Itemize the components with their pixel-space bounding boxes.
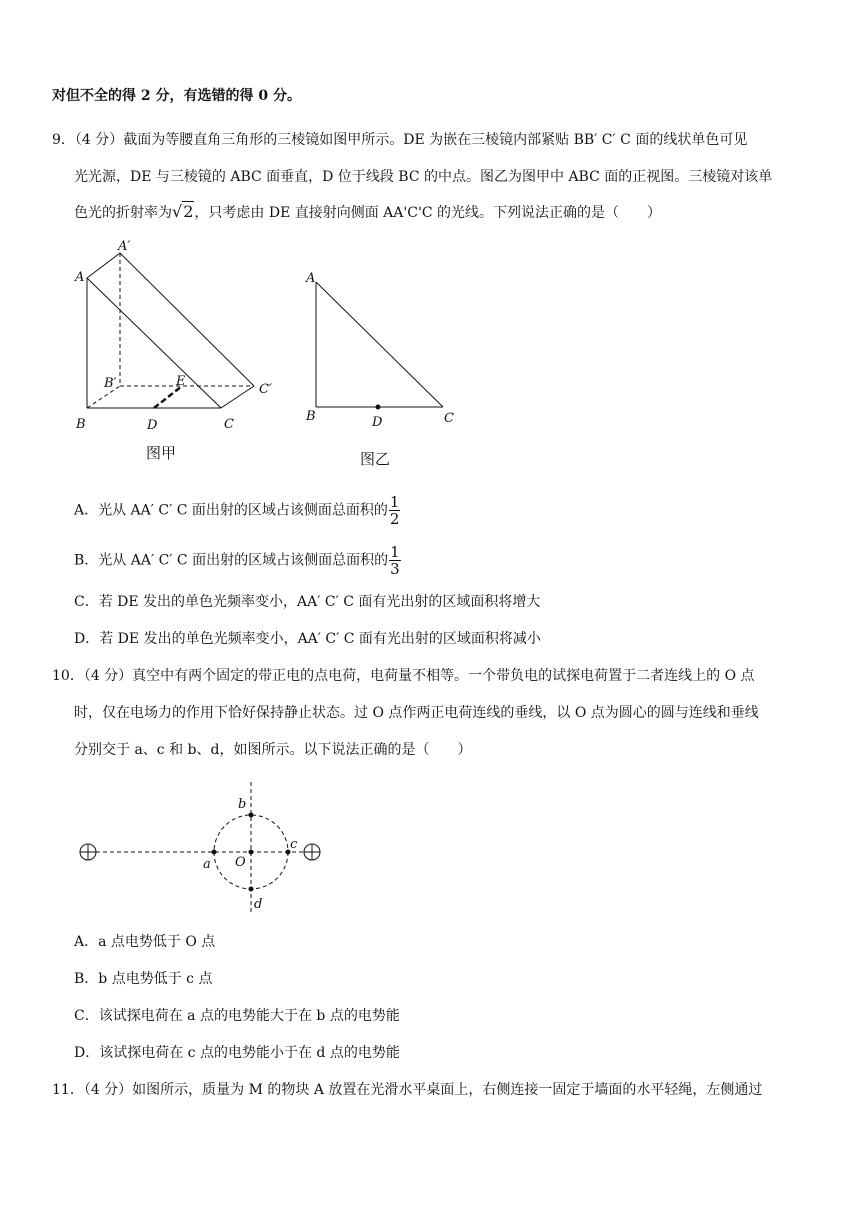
- q10-option-b[interactable]: B．b 点电势低于 c 点: [74, 971, 213, 987]
- label-A: A: [306, 271, 316, 286]
- label-C: C: [224, 417, 234, 432]
- scoring-note: 对但不全的得 2 分，有选错的得 0 分。: [52, 88, 301, 104]
- caption-jia: 图甲: [146, 444, 177, 462]
- label-B: B: [76, 417, 86, 432]
- q9-option-c[interactable]: C．若 DE 发出的单色光频率变小，AA′ C′ C 面有光出射的区域面积将增大: [74, 594, 541, 610]
- q9-stem-line3-pre: 色光的折射率为: [74, 205, 172, 221]
- q9-stem-line3: [74, 202, 661, 223]
- q10-stem-line3: 分别交于 a、c 和 b、d，如图所示。以下说法正确的是（ ）: [74, 742, 472, 758]
- figure-charges: [70, 776, 340, 916]
- q10-option-a[interactable]: A．a 点电势低于 O 点: [74, 934, 216, 950]
- point-b: [249, 813, 254, 818]
- q11-stem-line1: 11．（4 分）如图所示，质量为 M 的物块 A 放置在光滑水平桌面上，右侧连接一固定于墙面的水平轻绳，左侧通过: [52, 1082, 763, 1098]
- label-C: C: [444, 411, 454, 426]
- label-B: B: [306, 409, 316, 424]
- q9-option-a[interactable]: A．光从 AA′ C′ C 面出射的区域占该侧面总面积的 $\frac{1}{2}$: [74, 493, 400, 528]
- label-A: A: [75, 270, 85, 285]
- figure-yi: [300, 266, 470, 476]
- point-D: [376, 405, 381, 410]
- label-B-prime: B′: [104, 376, 117, 391]
- fraction: $\frac{1}{3}$: [390, 543, 400, 578]
- q9-stem-line2: 光光源，DE 与三棱镜的 ABC 面垂直，D 位于线段 BC 的中点。图乙为图甲中 ABC 面的正视图。三棱镜对该单: [74, 169, 773, 185]
- label-A-prime: A′: [118, 239, 131, 254]
- label-a: a: [203, 857, 211, 872]
- q10-stem-line1: 10．（4 分）真空中有两个固定的带正电的点电荷，电荷量不相等。一个带负电的试探电荷置于二者连线上的 O 点: [52, 668, 755, 684]
- label-b: b: [238, 797, 247, 812]
- label-D: D: [372, 415, 383, 430]
- figure-jia: [70, 236, 280, 466]
- label-O: O: [235, 855, 246, 870]
- q10-option-c[interactable]: C．该试探电荷在 a 点的电势能大于在 b 点的电势能: [74, 1008, 400, 1024]
- label-d: d: [254, 897, 263, 912]
- label-c: c: [290, 837, 298, 852]
- point-a: [212, 850, 217, 855]
- q9-option-b[interactable]: B．光从 AA′ C′ C 面出射的区域占该侧面总面积的 $\frac{1}{3}$: [74, 543, 400, 578]
- sqrt-2: √2: [172, 202, 194, 221]
- label-E: E: [176, 374, 186, 389]
- caption-yi: 图乙: [360, 450, 391, 468]
- q9-stem-line1: 9．（4 分）截面为等腰直角三角形的三棱镜如图甲所示。DE 为嵌在三棱镜内部紧贴 BB′ C′ C 面的线状单色可见: [52, 132, 748, 148]
- fraction: $\frac{1}{2}$: [389, 493, 400, 528]
- point-O: [249, 850, 254, 855]
- q10-stem-line2: 时，仅在电场力的作用下恰好保持静止状态。过 O 点作两正电荷连线的垂线，以 O 点为圆心的圆与连线和垂线: [74, 705, 759, 721]
- label-C-prime: C′: [259, 382, 272, 397]
- label-D: D: [147, 418, 158, 433]
- q10-option-d[interactable]: D．该试探电荷在 c 点的电势能小于在 d 点的电势能: [74, 1045, 400, 1061]
- q9-stem-line3-post: ，只考虑由 DE 直接射向侧面 AA'C'C 的光线。下列说法正确的是（ ）: [194, 205, 661, 221]
- point-d: [249, 887, 254, 892]
- q9-option-d[interactable]: D．若 DE 发出的单色光频率变小，AA′ C′ C 面有光出射的区域面积将减小: [74, 631, 541, 647]
